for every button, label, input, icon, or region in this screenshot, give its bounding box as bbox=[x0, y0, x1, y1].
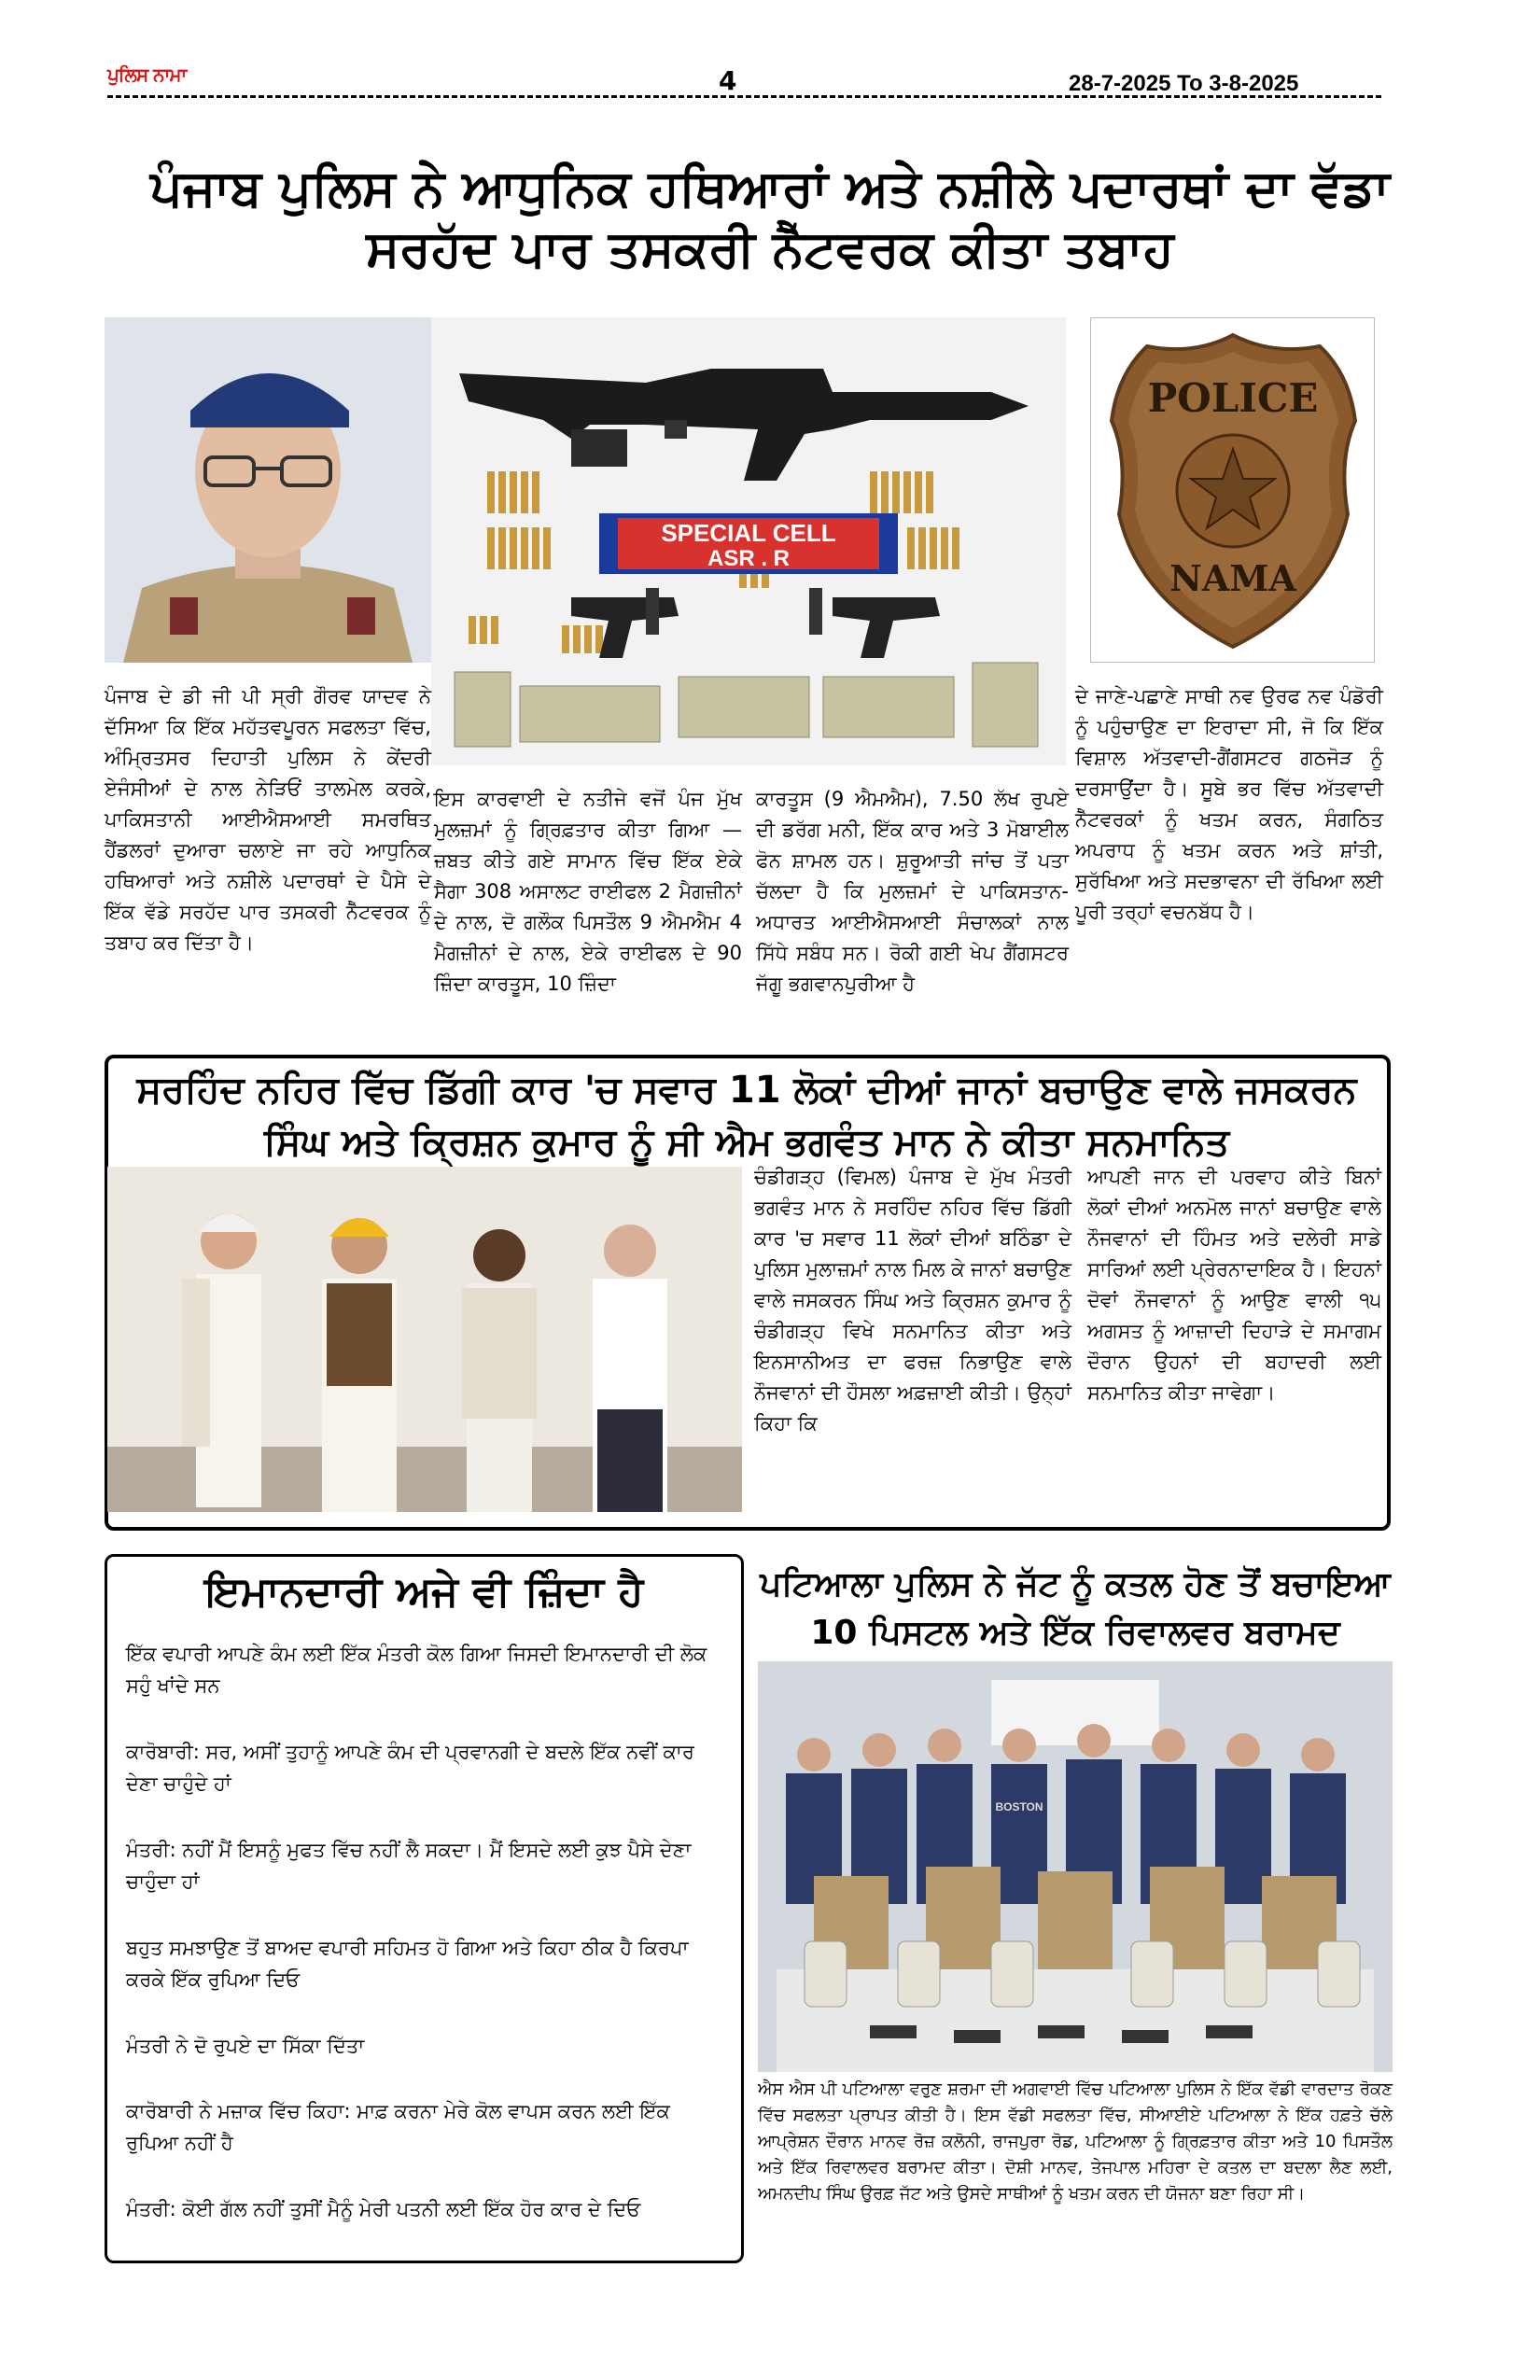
story1-headline: ਪੰਜਾਬ ਪੁਲਿਸ ਨੇ ਆਧੁਨਿਕ ਹਥਿਆਰਾਂ ਅਤੇ ਨਸ਼ੀਲੇ ਪਦਾਰਥਾਂ ਦਾ ਵੱਡਾ ਸਰਹੱਦ ਪਾਰ ਤਸਕਰੀ ਨੈੱਟਵਰਕ ਕੀਤਾ ਤਬਾਹ bbox=[150, 159, 1390, 278]
story1-column-2: ਇਸ ਕਾਰਵਾਈ ਦੇ ਨਤੀਜੇ ਵਜੋਂ ਪੰਜ ਮੁੱਖ ਮੁਲਜ਼ਮਾਂ ਨੂੰ ਗ੍ਰਿਫ਼ਤਾਰ ਕੀਤਾ ਗਿਆ — ਜ਼ਬਤ ਕੀਤੇ ਗਏ ਸਾਮਾਨ ਵਿੱਚ ਇੱਕ ਏਕੇ ਸੈਗਾ 308 ਅਸਾਲਟ ਰਾਈਫਲ 2 ਮੈਗਜ਼ੀਨਾਂ ਦੇ ਨਾਲ, ਦੋ ਗਲੌਕ ਪਿਸਤੌਲ 9 ਐਮਐਮ 4 ਮੈਗਜ਼ੀਨਾਂ ਦੇ ਨਾਲ, ਏਕੇ ਰਾਈਫਲ ਦੇ 90 ਜ਼ਿੰਦਾ ਕਾਰਤੂਸ, 10 ਜ਼ਿੰਦਾ bbox=[434, 788, 742, 995]
police-badge-icon bbox=[1091, 318, 1375, 663]
patiala-briefing-illustration bbox=[758, 1661, 1393, 2072]
story3-line: ਮੰਤਰੀ: ਨਹੀਂ ਮੈਂ ਇਸਨੂੰ ਮੁਫਤ ਵਿੱਚ ਨਹੀਂ ਲੈ ਸਕਦਾ। ਮੈਂ ਇਸਦੇ ਲਈ ਕੁਝ ਪੈਸੇ ਦੇਣਾ ਚਾਹੁੰਦਾ ਹਾਂ bbox=[126, 1839, 692, 1893]
badge-top-text: POLICE bbox=[1147, 375, 1319, 421]
story1-column-1: ਪੰਜਾਬ ਦੇ ਡੀ ਜੀ ਪੀ ਸ੍ਰੀ ਗੌਰਵ ਯਾਦਵ ਨੇ ਦੱਸਿਆ ਕਿ ਇੱਕ ਮਹੱਤਵਪੂਰਨ ਸਫਲਤਾ ਵਿੱਚ, ਅੰਮ੍ਰਿਤਸਰ ਦਿਹਾਤੀ ਪੁਲਿਸ ਨੇ ਕੇਂਦਰੀ ਏਜੰਸੀਆਂ ਦੇ ਨਾਲ ਨੇੜਿਓਂ ਤਾਲਮੇਲ ਕਰਕੇ, ਪਾਕਿਸਤਾਨੀ ਆਈਐਸਆਈ ਸਮਰਥਿਤ ਹੈਂਡਲਰਾਂ ਦੁਆਰਾ ਚਲਾਏ ਜਾ ਰਹੇ ਆਧੁਨਿਕ ਹਥਿਆਰਾਂ ਅਤੇ ਨਸ਼ੀਲੇ ਪਦਾਰਥਾਂ ਦੇ ਪੈਸੇ ਦੇ ਇੱਕ ਵੱਡੇ ਸਰਹੱਦ ਪਾਰ ਤਸਕਰੀ ਨੈੱਟਵਰਕ ਨੂੰ ਤਬਾਹ ਕਰ ਦਿੱਤਾ ਹੈ। bbox=[105, 685, 431, 954]
story3-line: ਕਾਰੋਬਾਰੀ: ਸਰ, ਅਸੀਂ ਤੁਹਾਨੂੰ ਆਪਣੇ ਕੰਮ ਦੀ ਪ੍ਰਵਾਨਗੀ ਦੇ ਬਦਲੇ ਇੱਕ ਨਵੀਂ ਕਾਰ ਦੇਣਾ ਚਾਹੁੰਦੇ ਹਾਂ bbox=[126, 1741, 694, 1795]
story1-column-4: ਦੇ ਜਾਣੇ-ਪਛਾਣੇ ਸਾਥੀ ਨਵ ਉਰਫ ਨਵ ਪੰਡੋਰੀ ਨੂੰ ਪਹੁੰਚਾਉਣ ਦਾ ਇਰਾਦਾ ਸੀ, ਜੋ ਕਿ ਇੱਕ ਵਿਸ਼ਾਲ ਅੱਤਵਾਦੀ-ਗੈਂਗਸਟਰ ਗਠਜੋੜ ਨੂੰ ਦਰਸਾਉਂਦਾ ਹੈ। ਸੂਬੇ ਭਰ ਵਿੱਚ ਅੱਤਵਾਦੀ ਨੈੱਟਵਰਕਾਂ ਨੂੰ ਖਤਮ ਕਰਨ, ਸੰਗਠਿਤ ਅਪਰਾਧ ਨੂੰ ਖਤਮ ਕਰਨ ਅਤੇ ਸ਼ਾਂਤੀ, ਸੁਰੱਖਿਆ ਅਤੇ ਸਦਭਾਵਨਾ ਦੀ ਰੱਖਿਆ ਲਈ ਪੂਰੀ ਤਰ੍ਹਾਂ ਵਚਨਬੱਧ ਹੈ। bbox=[1075, 685, 1383, 923]
header-divider bbox=[107, 95, 1381, 98]
cm-honouring-illustration bbox=[107, 1167, 742, 1512]
police-nama-badge-image bbox=[1090, 317, 1375, 663]
seized-weapons-illustration bbox=[431, 317, 1066, 765]
story3-headline: ਇਮਾਨਦਾਰੀ ਅਜੇ ਵੀ ਜ਼ਿੰਦਾ ਹੈ bbox=[204, 1568, 644, 1616]
story3-line: ਇੱਕ ਵਪਾਰੀ ਆਪਣੇ ਕੰਮ ਲਈ ਇੱਕ ਮੰਤਰੀ ਕੋਲ ਗਿਆ ਜਿਸਦੀ ਇਮਾਨਦਾਰੀ ਦੀ ਲੋਕ ਸਹੁੰ ਖਾਂਦੇ ਸਨ bbox=[126, 1643, 707, 1697]
logo-text: ਪੁਲਿਸ ਨਾਮਾ bbox=[107, 63, 187, 86]
story3-line: ਮੰਤਰੀ: ਕੋਈ ਗੱਲ ਨਹੀਂ ਤੁਸੀਂ ਮੈਨੂੰ ਮੇਰੀ ਪਤਨੀ ਲਈ ਇੱਕ ਹੋਰ ਕਾਰ ਦੇ ਦਿਓ bbox=[126, 2198, 641, 2220]
story2-column-1: ਚੰਡੀਗੜ੍ਹ (ਵਿਮਲ) ਪੰਜਾਬ ਦੇ ਮੁੱਖ ਮੰਤਰੀ ਭਗਵੰਤ ਮਾਨ ਨੇ ਸਰਹਿੰਦ ਨਹਿਰ ਵਿੱਚ ਡਿੱਗੀ ਕਾਰ 'ਚ ਸਵਾਰ 11 ਲੋਕਾਂ ਦੀਆਂ ਬਠਿੰਡਾ ਦੇ ਪੁਲਿਸ ਮੁਲਾਜ਼ਮਾਂ ਨਾਲ ਮਿਲ ਕੇ ਜਾਨਾਂ ਬਚਾਉਣ ਵਾਲੇ ਜਸਕਰਨ ਸਿੰਘ ਅਤੇ ਕ੍ਰਿਸ਼ਨ ਕੁਮਾਰ ਨੂੰ ਚੰਡੀਗੜ੍ਹ ਵਿਖੇ ਸਨਮਾਨਿਤ ਕੀਤਾ ਅਤੇ ਇਨਸਾਨੀਅਤ ਦਾ ਫਰਜ਼ ਨਿਭਾਉਣ ਵਾਲੇ ਨੌਜਵਾਨਾਂ ਦੀ ਹੌਸਲਾ ਅਫ਼ਜ਼ਾਈ ਕੀਤੀ। ਉਨ੍ਹਾਂ ਕਿਹਾ ਕਿ bbox=[754, 1166, 1071, 1435]
story1-column-3: ਕਾਰਤੂਸ (9 ਐਮਐਮ), 7.50 ਲੱਖ ਰੁਪਏ ਦੀ ਡਰੱਗ ਮਨੀ, ਇੱਕ ਕਾਰ ਅਤੇ 3 ਮੋਬਾਈਲ ਫੋਨ ਸ਼ਾਮਲ ਹਨ। ਸ਼ੁਰੂਆਤੀ ਜਾਂਚ ਤੋਂ ਪਤਾ ਚੱਲਦਾ ਹੈ ਕਿ ਮੁਲਜ਼ਮਾਂ ਦੇ ਪਾਕਿਸਤਾਨ-ਅਧਾਰਤ ਆਈਐਸਆਈ ਸੰਚਾਲਕਾਂ ਨਾਲ ਸਿੱਧੇ ਸਬੰਧ ਸਨ। ਰੋਕੀ ਗਈ ਖੇਪ ਗੈਂਗਸਟਰ ਜੱਗੂ ਭਗਵਾਨਪੁਰੀਆ ਹੈ bbox=[756, 788, 1069, 995]
story4-body: ਐਸ ਐਸ ਪੀ ਪਟਿਆਲਾ ਵਰੁਣ ਸ਼ਰਮਾ ਦੀ ਅਗਵਾਈ ਵਿੱਚ ਪਟਿਆਲਾ ਪੁਲਿਸ ਨੇ ਇੱਕ ਵੱਡੀ ਵਾਰਦਾਤ ਰੋਕਣ ਵਿੱਚ ਸਫਲਤਾ ਪ੍ਰਾਪਤ ਕੀਤੀ ਹੈ। ਇਸ ਵੱਡੀ ਸਫਲਤਾ ਵਿੱਚ, ਸੀਆਈਏ ਪਟਿਆਲਾ ਨੇ ਇੱਕ ਹਫ਼ਤੇ ਚੱਲੇ ਆਪ੍ਰੇਸ਼ਨ ਦੌਰਾਨ ਮਾਨਵ ਰੋਜ਼ ਕਲੋਨੀ, ਰਾਜਪੁਰਾ ਰੋਡ, ਪਟਿਆਲਾ ਨੂੰ ਗ੍ਰਿਫ਼ਤਾਰ ਕੀਤਾ ਅਤੇ 10 ਪਿਸਤੌਲ ਅਤੇ ਇੱਕ ਰਿਵਾਲਵਰ ਬਰਾਮਦ ਕੀਤਾ। ਦੋਸ਼ੀ ਮਾਨਵ, ਤੇਜਪਾਲ ਮਹਿਰਾ ਦੇ ਕਤਲ ਦਾ ਬਦਲਾ ਲੈਣ ਲਈ, ਅਮਨਦੀਪ ਸਿੰਘ ਉਰਫ਼ ਜੱਟ ਅਤੇ ਉਸਦੇ ਸਾਥੀਆਂ ਨੂੰ ਖਤਮ ਕਰਨ ਦੀ ਯੋਜਨਾ ਬਣਾ ਰਿਹਾ ਸੀ। bbox=[758, 2079, 1393, 2204]
weapons-sign-line2: ASR . R bbox=[707, 546, 791, 571]
photo-seized-weapons bbox=[431, 317, 1066, 765]
story4-headline: ਪਟਿਆਲਾ ਪੁਲਿਸ ਨੇ ਜੱਟ ਨੂੰ ਕਤਲ ਹੋਣ ਤੋਂ ਬਚਾਇਆ 10 ਪਿਸਟਲ ਅਤੇ ਇੱਕ ਰਿਵਾਲਵਰ ਬਰਾਮਦ bbox=[760, 1565, 1391, 1652]
story3-line: ਕਾਰੋਬਾਰੀ ਨੇ ਮਜ਼ਾਕ ਵਿੱਚ ਕਿਹਾ: ਮਾਫ਼ ਕਰਨਾ ਮੇਰੇ ਕੋਲ ਵਾਪਸ ਕਰਨ ਲਈ ਇੱਕ ਰੁਪਿਆ ਨਹੀਂ ਹੈ bbox=[126, 2100, 670, 2154]
photo-dgp-portrait bbox=[105, 317, 431, 663]
story2-headline: ਸਰਹਿੰਦ ਨਹਿਰ ਵਿੱਚ ਡਿੱਗੀ ਕਾਰ 'ਚ ਸਵਾਰ 11 ਲੋਕਾਂ ਦੀਆਂ ਜਾਨਾਂ ਬਚਾਉਣ ਵਾਲੇ ਜਸਕਰਨ ਸਿੰਘ ਅਤੇ ਕ੍ਰਿਸ਼ਨ ਕੁਮਾਰ ਨੂੰ ਸੀ ਐਮ ਭਗਵੰਤ ਮਾਨ ਨੇ ਕੀਤਾ ਸਨਮਾਨਿਤ bbox=[136, 1069, 1357, 1164]
masthead-logo bbox=[107, 63, 219, 97]
dgp-portrait-illustration bbox=[105, 317, 431, 663]
issue-date-range: 28-7-2025 To 3-8-2025 bbox=[1069, 71, 1299, 96]
story2-column-2: ਆਪਣੀ ਜਾਨ ਦੀ ਪਰਵਾਹ ਕੀਤੇ ਬਿਨਾਂ ਲੋਕਾਂ ਦੀਆਂ ਅਨਮੋਲ ਜਾਨਾਂ ਬਚਾਉਣ ਵਾਲੇ ਨੌਜਵਾਨਾਂ ਦੀ ਹਿੰਮਤ ਅਤੇ ਦਲੇਰੀ ਸਾਡੇ ਸਾਰਿਆਂ ਲਈ ਪ੍ਰੇਰਨਾਦਾਇਕ ਹੈ। ਇਹਨਾਂ ਦੋਵਾਂ ਨੌਜਵਾਨਾਂ ਨੂੰ ਆਉਣ ਵਾਲੀ ੧੫ ਅਗਸਤ ਨੂੰ ਆਜ਼ਾਦੀ ਦਿਹਾੜੇ ਦੇ ਸਮਾਗਮ ਦੌਰਾਨ ਉਹਨਾਂ ਦੀ ਬਹਾਦਰੀ ਲਈ ਸਨਮਾਨਿਤ ਕੀਤਾ ਜਾਵੇਗਾ। bbox=[1087, 1166, 1381, 1404]
photo-cm-honouring bbox=[107, 1167, 742, 1512]
weapons-sign-line1: SPECIAL CELL bbox=[661, 519, 836, 547]
badge-bottom-text: NAMA bbox=[1169, 557, 1296, 599]
story3-line: ਮੰਤਰੀ ਨੇ ਦੋ ਰੁਪਏ ਦਾ ਸਿੱਕਾ ਦਿੱਤਾ bbox=[126, 2035, 365, 2057]
shirt-text: BOSTON bbox=[995, 1800, 1043, 1813]
photo-patiala-police-briefing bbox=[758, 1661, 1393, 2072]
page-number: 4 bbox=[719, 65, 737, 96]
story3-line: ਬਹੁਤ ਸਮਝਾਉਣ ਤੋਂ ਬਾਅਦ ਵਪਾਰੀ ਸਹਿਮਤ ਹੋ ਗਿਆ ਅਤੇ ਕਿਹਾ ਠੀਕ ਹੈ ਕਿਰਪਾ ਕਰਕੇ ਇੱਕ ਰੁਪਿਆ ਦਿਓ bbox=[126, 1937, 689, 1991]
